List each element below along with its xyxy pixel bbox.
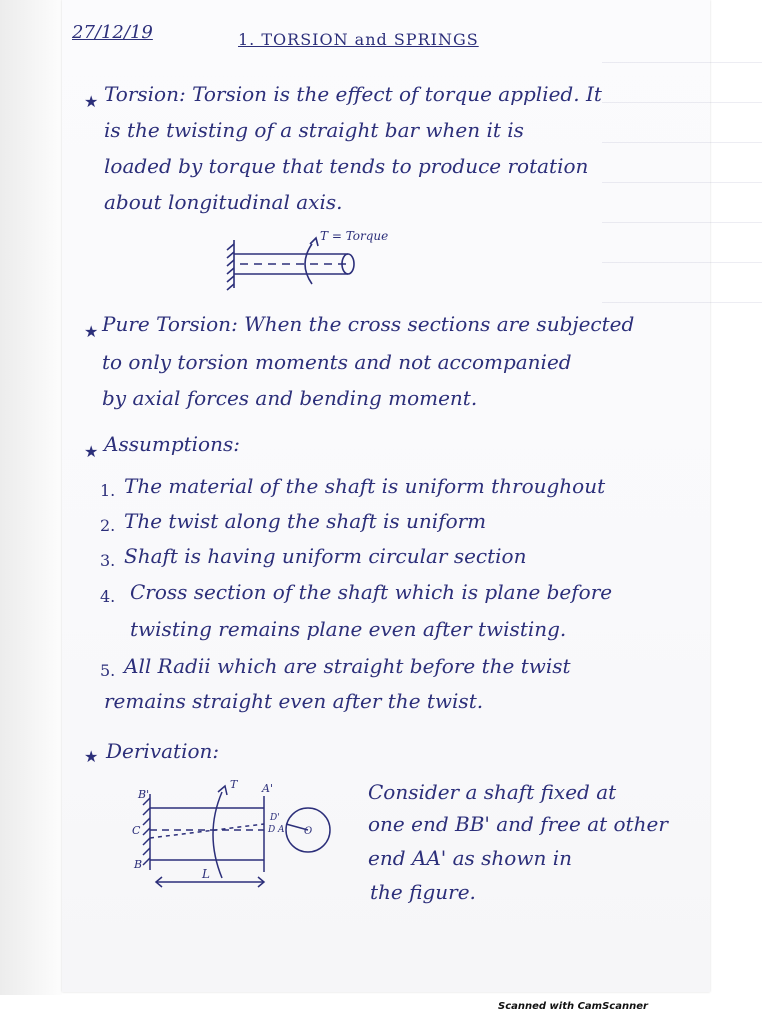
pure-torsion-line-1: Pure Torsion: When the cross sections are subjected — [102, 312, 635, 336]
page-title: 1. TORSION and SPRINGS — [238, 30, 479, 49]
assumption-text: The material of the shaft is uniform throughout — [124, 474, 606, 498]
twisted-line — [150, 824, 264, 838]
page-date: 27/12/19 — [72, 22, 153, 43]
torsion-line-4: about longitudinal axis. — [104, 190, 343, 214]
derivation-heading: Derivation: — [106, 739, 220, 763]
assumption-number: 1. — [100, 481, 116, 500]
assumption-text: Shaft is having uniform circular section — [124, 544, 527, 568]
torsion-line-2: is the twisting of a straight bar when it is — [104, 118, 524, 142]
derivation-line-4: the figure. — [370, 880, 476, 904]
torque-label: T = Torque — [320, 229, 389, 243]
assumption-number: 4. — [100, 587, 116, 606]
label-o: O — [304, 826, 313, 837]
assumption-number: 3. — [100, 551, 116, 570]
scanner-watermark: Scanned with CamScanner — [498, 1001, 648, 1012]
label-d-prime: D' — [270, 813, 280, 823]
assumption-text: The twist along the shaft is uniform — [124, 509, 487, 533]
bullet-star-icon: ★ — [84, 322, 99, 341]
bullet-star-icon: ★ — [84, 92, 99, 111]
assumptions-heading: Assumptions: — [104, 432, 240, 456]
label-a-prime: A' — [262, 782, 273, 795]
torque-arc — [213, 792, 222, 878]
derivation-shaft-figure — [128, 778, 338, 908]
label-c: C — [132, 824, 141, 837]
torsion-line-1: Torsion: Torsion is the effect of torque applied. It — [104, 82, 602, 106]
label-d: D — [268, 825, 276, 835]
assumption-text: Cross section of the shaft which is plane before — [130, 580, 613, 604]
scan-background-left — [0, 0, 62, 995]
assumption-text-continued: twisting remains plane even after twisting. — [130, 617, 567, 641]
bullet-star-icon: ★ — [84, 747, 99, 766]
assumption-number: 5. — [100, 661, 116, 680]
pure-torsion-line-3: by axial forces and bending moment. — [102, 386, 478, 410]
label-a: A — [278, 825, 285, 835]
assumption-text: All Radii which are straight before the twist — [124, 654, 571, 678]
pure-torsion-line-2: to only torsion moments and not accompanied — [102, 350, 572, 374]
assumption-number: 2. — [100, 516, 116, 535]
torque-arrowhead — [218, 786, 227, 795]
label-b-prime: B' — [138, 788, 150, 801]
label-l: L — [202, 867, 210, 881]
label-t: T — [230, 778, 238, 791]
label-b: B — [134, 858, 143, 871]
derivation-line-2: one end BB' and free at other — [368, 812, 668, 836]
derivation-line-3: end AA' as shown in — [368, 846, 572, 870]
torsion-shaft-figure — [220, 226, 410, 296]
derivation-line-1: Consider a shaft fixed at — [368, 780, 617, 804]
torsion-line-3: loaded by torque that tends to produce rotation — [104, 154, 589, 178]
bullet-star-icon: ★ — [84, 442, 99, 461]
bleed-through-text — [602, 40, 762, 310]
assumption-text-continued: remains straight even after the twist. — [104, 689, 484, 713]
